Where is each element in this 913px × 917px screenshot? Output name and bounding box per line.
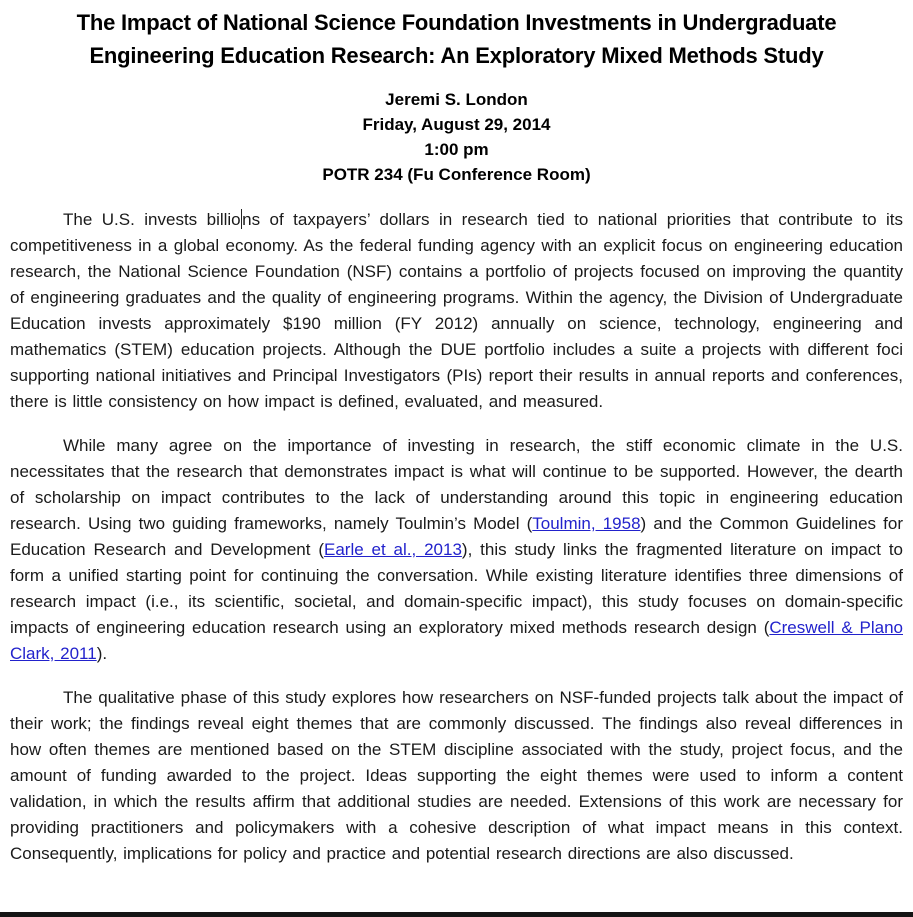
bottom-border	[0, 912, 913, 917]
event-location: POTR 234 (Fu Conference Room)	[322, 165, 591, 184]
event-time: 1:00 pm	[424, 140, 489, 159]
citation-link[interactable]: Toulmin, 1958	[532, 514, 641, 533]
title-line-1: The Impact of National Science Foundation Investments in Undergraduate	[76, 10, 837, 35]
event-details	[10, 87, 903, 187]
text-cursor	[241, 209, 243, 229]
abstract-paragraph: The U.S. invests billions of taxpayers’ dollars in research tied to national priorities that contribute to its competitiveness in a global economy. As the federal funding agency with an explicit focus on engineering education research, the National Science Foundation (NSF) contains a portfolio of projects focused on improving the quantity of engineering graduates and the quality of engineering programs. Within the agency, the Division of Undergraduate Education invests approximately $190 million (FY 2012) annually on science, technology, engineering and mathematics (STEM) education projects. Although the DUE portfolio includes a suite a projects with different foci supporting national initiatives and Principal Investigators (PIs) report their results in annual reports and conferences, there is little consistency on how impact is defined, evaluated, and measured.	[10, 210, 903, 411]
event-date: Friday, August 29, 2014	[362, 115, 551, 134]
abstract-paragraph: While many agree on the importance of investing in research, the stiff economic climate in the U.S. necessitates that the research that demonstrates impact is what will continue to be supported. However, the dearth of scholarship on impact contributes to the lack of understanding around this topic in engineering education research. Using two guiding frameworks, namely Toulmin’s Model (Toulmin, 1958) and the Common Guidelines for Education Research and Development (Earle et al., 2013), this study links the fragmented literature on impact to form a unified starting point for continuing the conversation. While existing literature identifies three dimensions of research impact (i.e., its scientific, societal, and domain-specific impact), this study focuses on domain-specific impacts of engineering education research using an exploratory mixed methods research design (Creswell & Plano Clark, 2011).	[10, 436, 903, 663]
abstract-body	[10, 207, 903, 867]
document-title	[10, 6, 903, 72]
title-line-2: Engineering Education Research: An Exploratory Mixed Methods Study	[89, 43, 824, 68]
citation-link[interactable]: Earle et al., 2013	[323, 540, 462, 559]
abstract-paragraph: The qualitative phase of this study explores how researchers on NSF-funded projects talk about the impact of their work; the findings reveal eight themes that are commonly discussed. The findings also reveal differences in how often themes are mentioned based on the STEM discipline associated with the study, project focus, and the amount of funding awarded to the project. Ideas supporting the eight themes were used to inform a content validation, in which the results affirm that additional studies are needed. Extensions of this work are necessary for providing practitioners and policymakers with a cohesive description of what impact means in this context. Consequently, implications for policy and practice and potential research directions are also discussed.	[10, 688, 903, 863]
citation-link[interactable]: Creswell & Plano Clark, 2011	[10, 618, 903, 663]
speaker-name: Jeremi S. London	[385, 90, 528, 109]
